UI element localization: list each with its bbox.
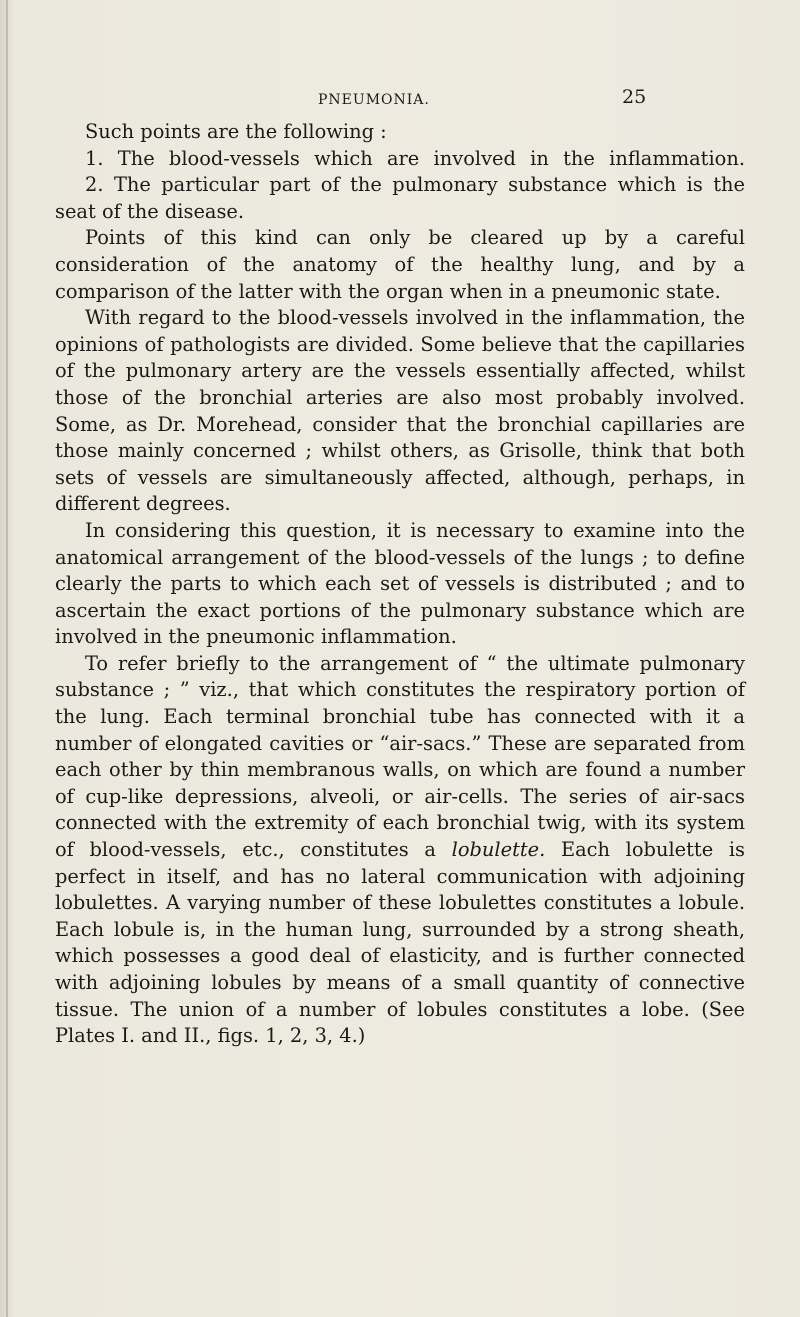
page-header — [0, 86, 800, 116]
paragraph-4 — [55, 651, 745, 1050]
list-item-2: 2. The particular part of the pulmonary substance which is the seat of the disease. — [55, 173, 745, 223]
paragraph-2: With regard to the blood-vessels involved in the inflammation, the opinions of pathologists are divided. Some believe that the capillaries of the pulmonary artery are the vessels essentially affected, whilst those of the bronchial arteries are also most probably involved. Some, as Dr. Morehead, consider that the bronchial capillaries are those mainly concerned ; whilst others, as Grisolle, think that both sets of vessels are simultaneously affected, although, perhaps, in different degrees. — [55, 306, 745, 516]
lobulette-term: lobulette. — [451, 838, 546, 862]
paragraph-3: In considering this question, it is necessary to examine into the anatomical arrangement of the blood-vessels of the lungs ; to define clearly the parts to which each set of vessels is distributed ; and to ascertain the exact portions of the pulmonary substance which are involved in the pneumonic inflammation. — [55, 518, 745, 649]
page-number: 25 — [622, 86, 647, 108]
running-head: PNEUMONIA. — [318, 92, 430, 108]
page-edge-shadow — [6, 0, 8, 1317]
list-item-1: 1. The blood-vessels which are involved in the inflammation. — [85, 146, 745, 170]
intro-line: Such points are the following : — [85, 120, 387, 143]
paragraph-1: Points of this kind can only be cleared up by a careful consideration of the anatomy of the healthy lung, and by a comparison of the latter with the organ when in a pneumonic state. — [55, 226, 745, 303]
paragraph-4-part-a: To refer briefly to the arrangement of “ the ultimate pulmonary substance ; ” viz., that which constitutes the respiratory portion of the lung. Each terminal bronchial tube has connected with it a number of elongated cavities or “air-sacs.” These are separated from each other by thin membranous walls, on which are found a number of cup-like depressions, alveoli, or air-cells. The series of air-sacs connected with the extremity of each bronchial twig, with its system of blood-vessels, etc., constitutes a — [55, 651, 745, 862]
body-text — [55, 119, 745, 1050]
paragraph-4-part-b: Each lobulette is perfect in itself, and has no lateral communication with adjoining lobulettes. A varying number of these lobulettes constitutes a lobule. Each lobule is, in the human lung, surrounded by a strong sheath, which possesses a good deal of elasticity, and is further connected with adjoining lobules by means of a small quantity of connective tissue. The union of a number of lobules constitutes a lobe. (See Plates I. and II., figs. 1, 2, 3, 4.) — [55, 838, 745, 1048]
